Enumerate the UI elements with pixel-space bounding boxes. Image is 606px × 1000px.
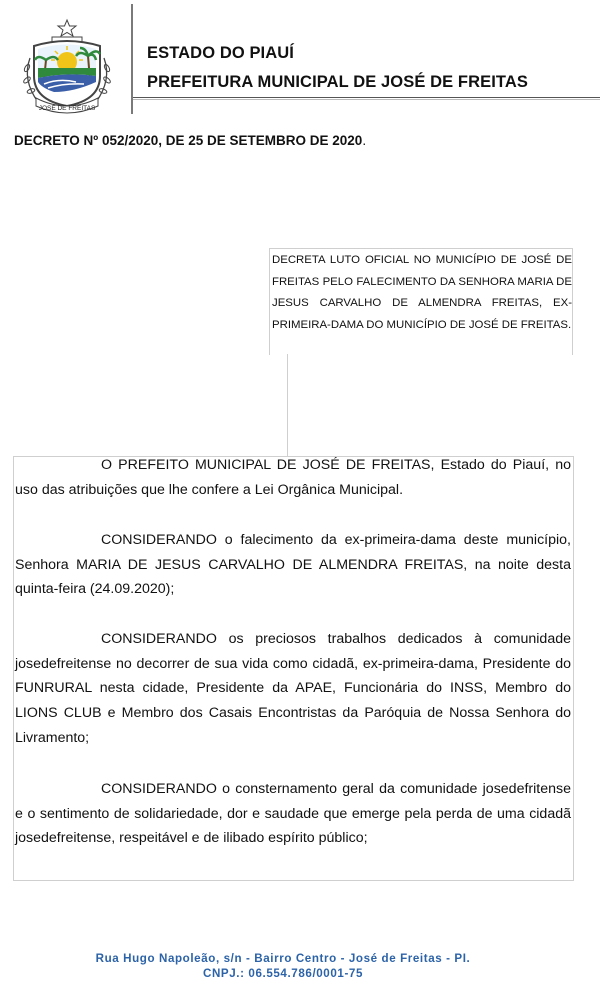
header-horizontal-divider-shadow [133, 99, 600, 100]
decree-title-text: DECRETO Nº 052/2020, DE 25 DE SETEMBRO DE 2020 [14, 133, 363, 148]
decree-title-period: . [362, 133, 367, 148]
summary-frame-connector [287, 354, 288, 456]
considering-paragraph-3 [15, 777, 571, 851]
paragraph-text: CONSIDERANDO o falecimento da ex-primeira-dama deste município, Senhora MARIA DE JESUS CARVALHO DE ALMENDRA FREITAS, na noite desta quinta-feira (24.09.2020); [15, 532, 571, 598]
paragraph-text: O PREFEITO MUNICIPAL DE JOSÉ DE FREITAS, Estado do Piauí, no uso das atribuições que lhe confere a Lei Orgânica Municipal. [15, 457, 571, 498]
paragraph-text: CONSIDERANDO o consternamento geral da comunidade josedefritense e o sentimento de solidariedade, dor e saudade que emerge pela perda de uma cidadã josedefreitense, respeitável e de ilibado espírito público; [15, 781, 571, 847]
preamble-paragraph [15, 453, 571, 502]
considering-paragraph-2 [15, 627, 571, 751]
decree-title [14, 133, 366, 148]
paragraph-text: CONSIDERANDO os preciosos trabalhos dedicados à comunidade josedefreitense no decorrer de sua vida como cidadã, ex-primeira-dama, Presidente do FUNRURAL nesta cidade, Presidente da APAE, Funcionária do INSS, Membro do LIONS CLUB e Membro dos Casais Encontristas da Paróquia de Nossa Senhora do Livramento; [15, 631, 571, 746]
seal-ribbon-text: JOSÉ DE FREITAS [38, 105, 96, 112]
prefecture-heading: PREFEITURA MUNICIPAL DE JOSÉ DE FREITAS [147, 73, 528, 91]
footer-address: Rua Hugo Napoleão, s/n - Bairro Centro - José de Freitas - PI. [95, 952, 471, 965]
considering-paragraph-1 [15, 528, 571, 602]
decree-summary: DECRETA LUTO OFICIAL NO MUNICÍPIO DE JOSÉ DE FREITAS PELO FALECIMENTO DA SENHORA MARIA DE JESUS CARVALHO DE ALMENDRA FREITAS, EX-PRIMEIRA-DAMA DO MUNICÍPIO DE JOSÉ DE FREITAS. [272, 254, 572, 331]
footer-cnpj: CNPJ.: 06.554.786/0001-75 [202, 967, 364, 980]
header-horizontal-divider [133, 97, 600, 98]
state-heading: ESTADO DO PIAUÍ [147, 44, 294, 62]
municipal-seal [14, 18, 120, 118]
